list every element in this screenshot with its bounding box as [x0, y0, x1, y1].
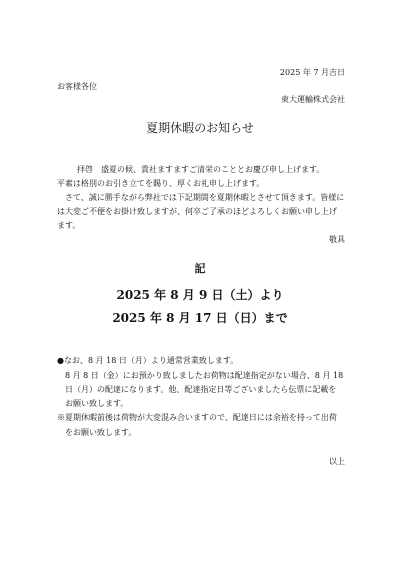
note-line-2: 8 月 8 日（金）にお預かり致しましたお荷物は配達指定がない場合、8 月 18 — [65, 371, 344, 380]
note-line-1: ●なお、8 月 18 日（月）より通常営業致します。 — [57, 356, 239, 365]
note-line-4: お願い致します。 — [65, 399, 129, 408]
holiday-start-date: 2025 年 8 月 9 日（土）より — [116, 288, 284, 302]
body-line-4: は大変ご不便をお掛け致しますが、何卒ご了承のほどよろしくお願い申し上げ — [57, 207, 337, 216]
closing-remark: 敬具 — [329, 235, 345, 244]
end-mark: 以上 — [329, 457, 345, 466]
note-line-3: 日（月）の配達になります。他、配達指定日等ございましたら伝票に記載を — [65, 385, 337, 394]
body-line-5: ます。 — [57, 221, 81, 230]
recipient: お客様各位 — [57, 82, 97, 91]
sender-company: 東大運輸株式会社 — [281, 95, 345, 104]
note-line-5: ※夏期休暇前後は荷物が大変混み合いますので、配達日には余裕を持って出荷 — [57, 413, 337, 422]
note-line-6: をお願い致します。 — [65, 428, 137, 437]
notice-heading: 記 — [194, 262, 206, 275]
issue-date: 2025 年 7 月吉日 — [279, 68, 345, 77]
holiday-end-date: 2025 年 8 月 17 日（日）まで — [112, 311, 288, 325]
body-line-3: さて、誠に勝手ながら弊社では下記期間を夏期休暇とさせて頂きます。皆様に — [65, 193, 345, 202]
document-title: 夏期休暇のお知らせ — [146, 121, 254, 135]
body-line-1: 拝啓 盛夏の候、貴社ますますご清栄のこととお慶び申し上げます。 — [77, 165, 325, 174]
body-line-2: 平素は格別のお引き立てを賜り、厚くお礼申し上げます。 — [57, 179, 265, 188]
